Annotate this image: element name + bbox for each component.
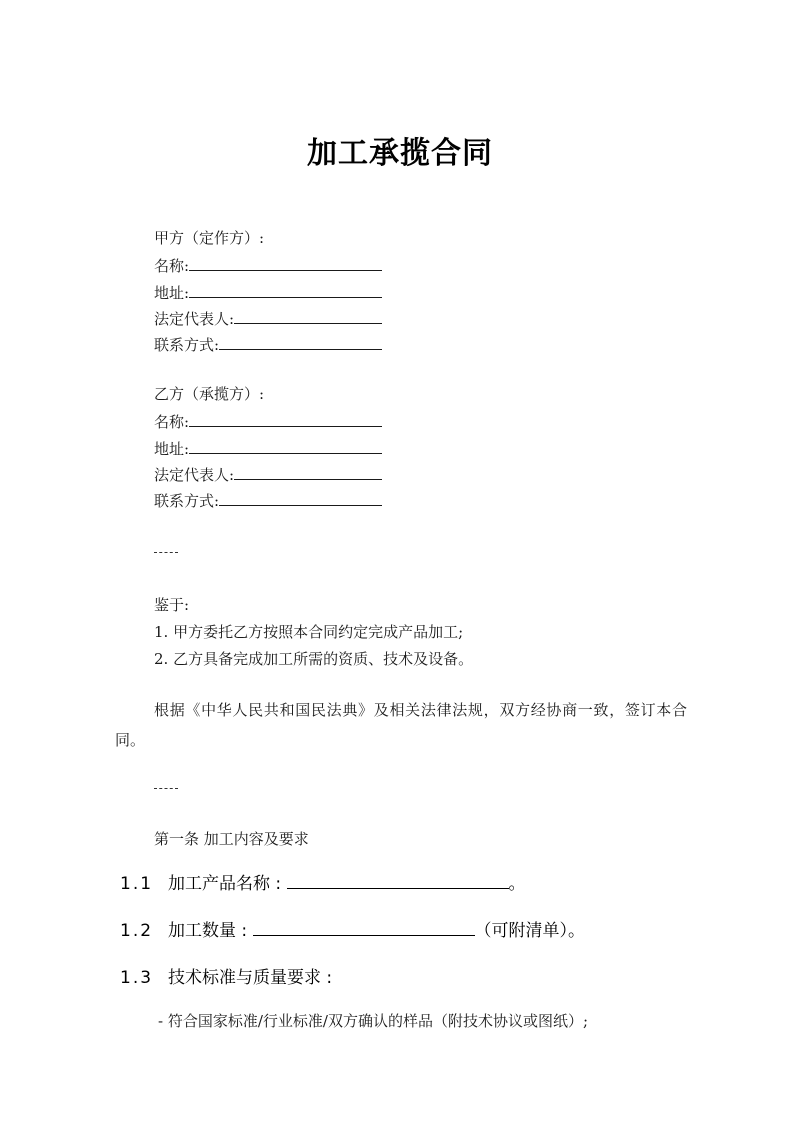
party-a-rep-blank[interactable] — [234, 308, 382, 324]
party-a-name-blank[interactable] — [189, 255, 382, 271]
clause-end: （可附清单）。 — [474, 921, 586, 941]
standard-bullet: - 符合国家标准/行业标准/双方确认的样品（附技术协议或图纸）; — [158, 1012, 589, 1030]
party-b-contact-blank[interactable] — [219, 490, 382, 506]
party-b-name-blank[interactable] — [189, 411, 382, 427]
party-b-address-blank[interactable] — [189, 438, 382, 454]
party-a-name-label: 名称: — [154, 257, 190, 275]
party-b-heading: 乙方（承揽方）: — [154, 385, 265, 403]
party-a-rep-label: 法定代表人: — [154, 310, 235, 328]
party-b-name-row — [154, 411, 382, 432]
clause-1-1 — [120, 871, 526, 896]
party-b-rep-row — [154, 464, 382, 485]
article-1-heading: 第一条 加工内容及要求 — [154, 830, 309, 848]
whereas-item: 2. 乙方具备完成加工所需的资质、技术及设备。 — [154, 650, 474, 668]
party-a-address-row — [154, 282, 382, 303]
product-name-blank[interactable] — [287, 871, 509, 889]
party-a-address-blank[interactable] — [189, 282, 382, 298]
clause-label: 加工产品名称 : — [168, 874, 282, 894]
clause-label: 技术标准与质量要求 : — [168, 968, 333, 988]
clause-end: 。 — [508, 874, 526, 894]
clause-1-2 — [120, 918, 585, 943]
clause-number: 1.1 — [120, 874, 154, 894]
party-b-address-row — [154, 438, 382, 459]
party-b-name-label: 名称: — [154, 413, 190, 431]
quantity-blank[interactable] — [253, 918, 475, 936]
party-b-address-label: 地址: — [154, 440, 190, 458]
party-a-contact-row — [154, 334, 382, 355]
section-divider — [154, 788, 178, 790]
party-a-name-row — [154, 255, 382, 276]
party-a-heading: 甲方（定作方）: — [154, 229, 265, 247]
party-b-contact-label: 联系方式: — [154, 492, 220, 510]
party-b-rep-label: 法定代表人: — [154, 466, 235, 484]
whereas-heading: 鉴于: — [154, 596, 190, 614]
document-title: 加工承揽合同 — [307, 136, 493, 171]
whereas-item: 1. 甲方委托乙方按照本合同约定完成产品加工; — [154, 623, 464, 641]
party-a-address-label: 地址: — [154, 284, 190, 302]
section-divider — [154, 552, 178, 554]
basis-paragraph: 根据《中华人民共和国民法典》及相关法律法规，双方经协商一致，签订本合同。 — [115, 701, 687, 749]
clause-number: 1.2 — [120, 921, 154, 941]
clause-1-3 — [120, 966, 332, 990]
party-a-rep-row — [154, 308, 382, 329]
clause-label: 加工数量 : — [168, 921, 248, 941]
party-b-contact-row — [154, 490, 382, 511]
party-a-contact-blank[interactable] — [219, 334, 382, 350]
clause-number: 1.3 — [120, 968, 154, 988]
party-b-rep-blank[interactable] — [234, 464, 382, 480]
party-a-contact-label: 联系方式: — [154, 336, 220, 354]
